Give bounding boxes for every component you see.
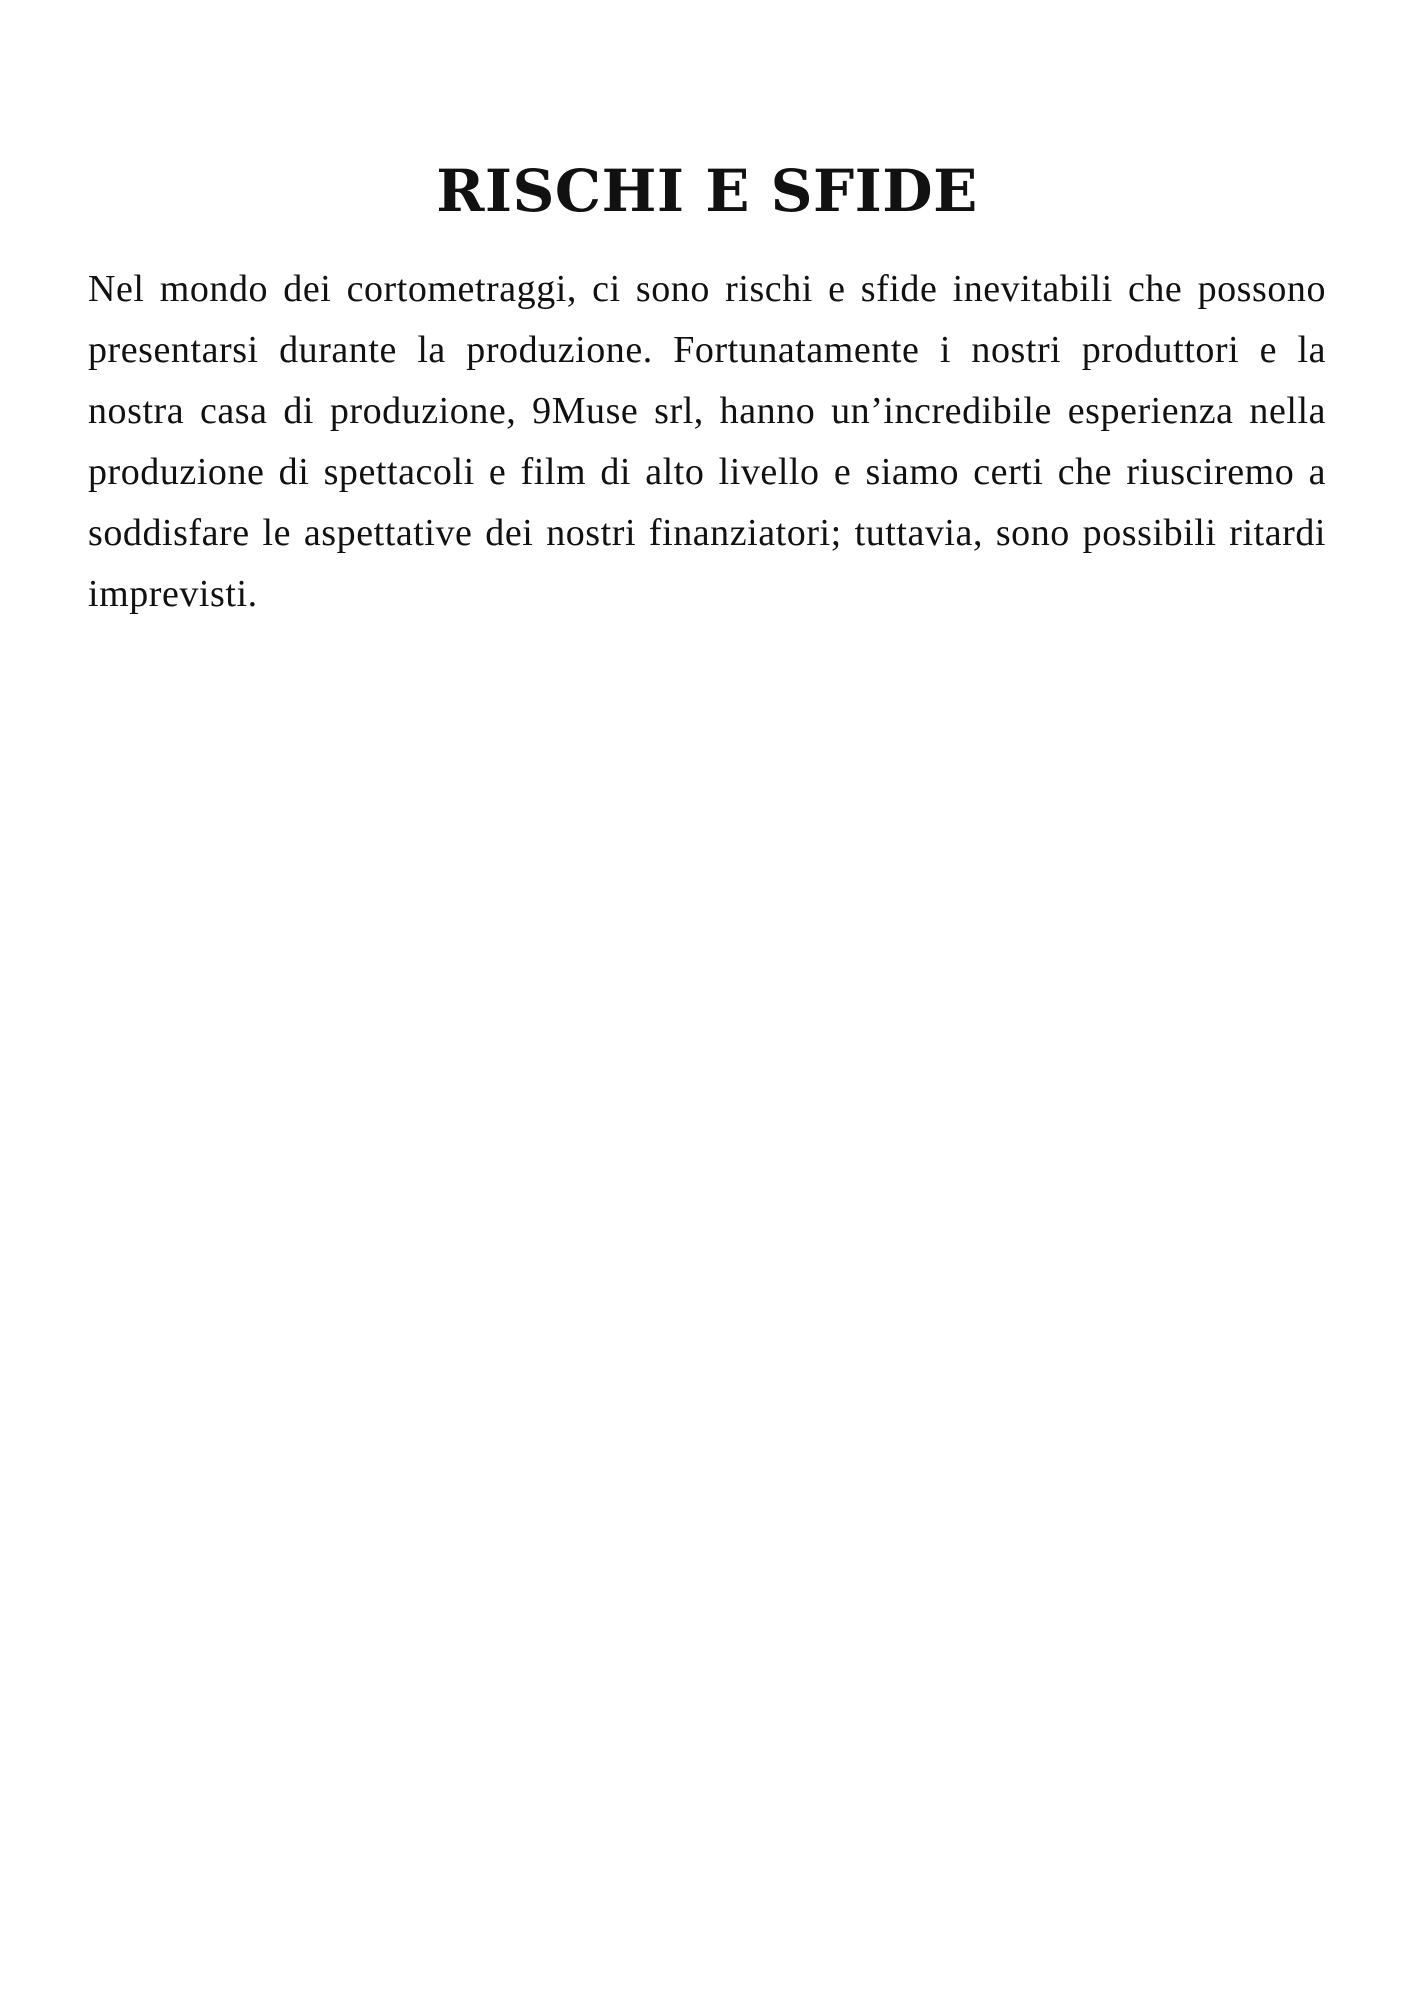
body-paragraph: Nel mondo dei cortometraggi, ci sono rischi e sfide inevitabili che possono presentarsi durante la produzione. Fortunatamente i nostri produttori e la nostra casa di produzione, 9Muse srl, hanno un’incredibile esperienza nella produzione di spettacoli e film di alto livello e siamo certi che riusciremo a soddisfare le aspettative dei nostri finanziatori; tuttavia, sono possibili ritardi imprevisti. — [88, 268, 1326, 615]
page-title: RISCHI E SFIDE — [436, 157, 978, 225]
